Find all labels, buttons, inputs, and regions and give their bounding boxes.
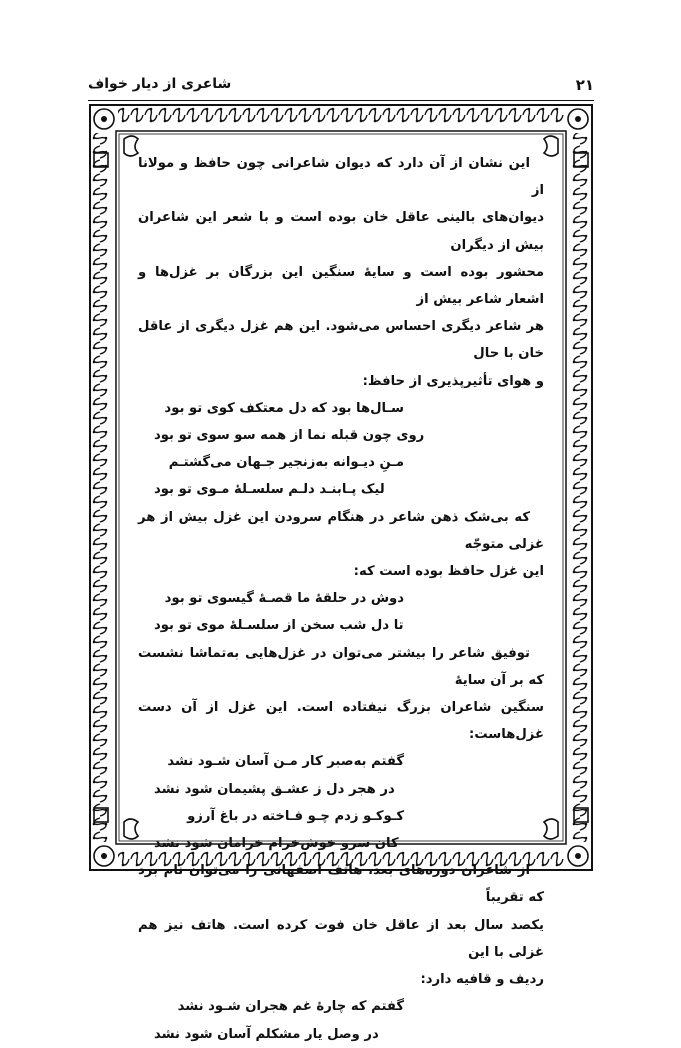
paragraph-2 <box>138 504 544 586</box>
verse-line: گفتم که چارهٔ غم هجران شـود نشد <box>177 999 404 1015</box>
text-line: این نشان از آن دارد که دیوان شاعرانی چون حافظ و مولانا از <box>138 156 544 199</box>
page-header <box>88 76 594 98</box>
text-line: و هوای تأثیرپذیری از حافظ: <box>362 373 544 389</box>
text-line: توفیق شاعر را بیشتر می‌توان در غزل‌هایی به‌تماشا نشست که بر آن سایهٔ <box>138 645 544 688</box>
paragraph-4 <box>138 857 544 993</box>
text-line: دیوان‌های بالینی عاقل خان بوده است و با شعر این شاعران بیش از دیگران <box>138 210 544 253</box>
verse-line: کـوکـو زدم چـو فـاخته در باغ آرزو <box>187 808 404 824</box>
text-line: هر شاعر دیگری احساس می‌شود. این هم غزل دیگری از عاقل خان با حال <box>138 319 544 362</box>
poem-3 <box>138 748 544 857</box>
header-rule <box>88 100 594 101</box>
verse-line: سـال‌ها بود که دل معتکف کوی تو بود <box>164 400 404 416</box>
verse-line: کان سرو خوش‌خرام خرامان شود نشد <box>154 836 399 852</box>
poem-2 <box>138 585 544 639</box>
text-line: محشور بوده است و سایهٔ سنگین این بزرگان بر غزل‌ها و اشعار شاعر بیش از <box>138 264 544 308</box>
poem-1 <box>138 395 544 504</box>
paragraph-3 <box>138 640 544 749</box>
verse-line: دوش در حلقهٔ ما قصـهٔ گیسوی تو بود <box>164 591 404 607</box>
text-line: یکصد سال بعد از عاقل خان فوت کرده است. هاتف نیز هم غزلی با این <box>138 917 544 960</box>
text-line: این غزل حافظ بوده است که: <box>353 564 544 580</box>
page-number: ۲۱ <box>575 76 594 94</box>
verse-line: در هجر دل ز عشـق پشیمان شود نشد <box>154 781 395 797</box>
verse-line: لیک پـابنـد دلـم سلسـلهٔ مـوی تو بود <box>154 482 385 498</box>
verse-line: در وصل یار مشکلم آسان شود نشد <box>154 1026 379 1042</box>
text-line: ردیف و قافیه دارد: <box>420 972 544 988</box>
paragraph-1 <box>138 150 544 395</box>
text-line: از شاعران دوره‌های بعد، هاتف اصفهانی را می‌توان نام برد که تقریباً <box>138 863 544 906</box>
text-line: سنگین شاعران بزرگ نیفتاده است. این غزل از آن دست غزل‌هاست: <box>138 700 544 743</box>
page-body <box>138 150 544 1048</box>
text-line: که بی‌شک ذهن شاعر در هنگام سرودن این غزل بیش از هر غزلی متوجّه <box>138 509 544 552</box>
verse-line: گفتم به‌صبر کار مـن آسان شـود نشد <box>167 754 404 770</box>
verse-line: روی چون قبله نما از همه سو سوی تو بود <box>154 428 425 444</box>
poem-4 <box>138 993 544 1047</box>
running-title: شاعری از دیار خواف <box>88 76 232 92</box>
verse-line: تا دل شب سخن از سلسـلهٔ موی تو بود <box>154 618 404 634</box>
verse-line: مـنِ دیـوانه به‌زنجیر جـهان می‌گشتـم <box>168 455 404 471</box>
